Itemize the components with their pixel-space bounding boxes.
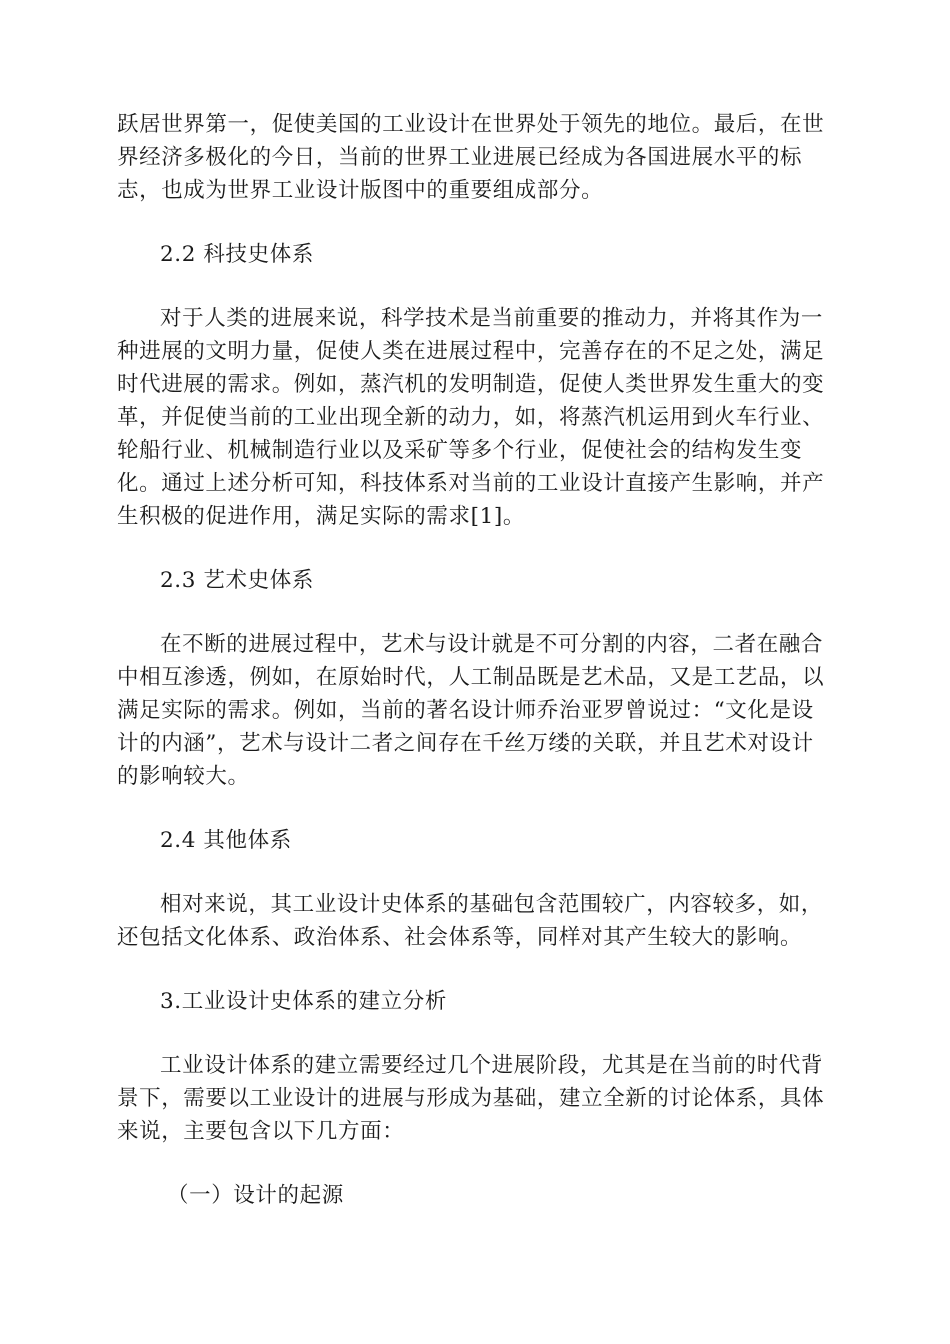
text-line: 时代进展的需求。例如，蒸汽机的发明制造，促使人类世界发生重大的变 bbox=[117, 372, 825, 397]
paragraph-art-history bbox=[117, 628, 833, 793]
text-line: 计的内涵”，艺术与设计二者之间存在千丝万缕的关联，并且艺术对设计 bbox=[117, 731, 814, 756]
text-line: 相对来说，其工业设计史体系的基础包含范围较广，内容较多，如， bbox=[160, 892, 824, 917]
text-line: 来说，主要包含以下几方面： bbox=[117, 1119, 405, 1144]
heading-text: 3.工业设计史体系的建立分析 bbox=[160, 989, 447, 1014]
text-line: 满足实际的需求。例如，当前的著名设计师乔治亚罗曾说过：“文化是设 bbox=[117, 698, 814, 723]
paragraph-us-industrial-design bbox=[117, 108, 833, 207]
paragraph-system-establishment bbox=[117, 1049, 833, 1148]
text-line: 轮船行业、机械制造行业以及采矿等多个行业，促使社会的结构发生变 bbox=[117, 438, 803, 463]
text-line: 中相互渗透，例如，在原始时代，人工制品既是艺术品，又是工艺品，以 bbox=[117, 665, 825, 690]
text-line: 界经济多极化的今日，当前的世界工业进展已经成为各国进展水平的标 bbox=[117, 145, 803, 170]
document-page bbox=[117, 108, 833, 1212]
text-line: 在不断的进展过程中，艺术与设计就是不可分割的内容，二者在融合 bbox=[160, 632, 824, 657]
text-line: 景下，需要以工业设计的进展与形成为基础，建立全新的讨论体系，具体 bbox=[117, 1086, 825, 1111]
section-heading-2-3 bbox=[117, 564, 833, 597]
text-line: 的影响较大。 bbox=[117, 764, 250, 789]
subsection-heading-design-origin bbox=[117, 1179, 833, 1212]
section-heading-2-4 bbox=[117, 824, 833, 857]
text-line: 还包括文化体系、政治体系、社会体系等，同样对其产生较大的影响。 bbox=[117, 925, 803, 950]
text-line: 化。通过上述分析可知，科技体系对当前的工业设计直接产生影响，并产 bbox=[117, 471, 825, 496]
text-line: 志，也成为世界工业设计版图中的重要组成部分。 bbox=[117, 178, 604, 203]
text-line: 跃居世界第一，促使美国的工业设计在世界处于领先的地位。最后，在世 bbox=[117, 112, 825, 137]
text-line: 革，并促使当前的工业出现全新的动力，如，将蒸汽机运用到火车行业、 bbox=[117, 405, 825, 430]
heading-text: 2.3 艺术史体系 bbox=[160, 568, 314, 593]
section-heading-3 bbox=[117, 985, 833, 1018]
text-line: 工业设计体系的建立需要经过几个进展阶段，尤其是在当前的时代背 bbox=[160, 1053, 824, 1078]
section-heading-2-2 bbox=[117, 238, 833, 271]
text-line: 生积极的促进作用，满足实际的需求[1]。 bbox=[117, 504, 525, 529]
paragraph-other-systems bbox=[117, 888, 833, 954]
paragraph-technology-history bbox=[117, 302, 833, 533]
text-line: 对于人类的进展来说，科学技术是当前重要的推动力，并将其作为一 bbox=[160, 306, 824, 331]
heading-text: 2.2 科技史体系 bbox=[160, 242, 314, 267]
text-line: 种进展的文明力量，促使人类在进展过程中，完善存在的不足之处，满足 bbox=[117, 339, 825, 364]
heading-text: （一）设计的起源 bbox=[167, 1183, 344, 1208]
heading-text: 2.4 其他体系 bbox=[160, 828, 292, 853]
